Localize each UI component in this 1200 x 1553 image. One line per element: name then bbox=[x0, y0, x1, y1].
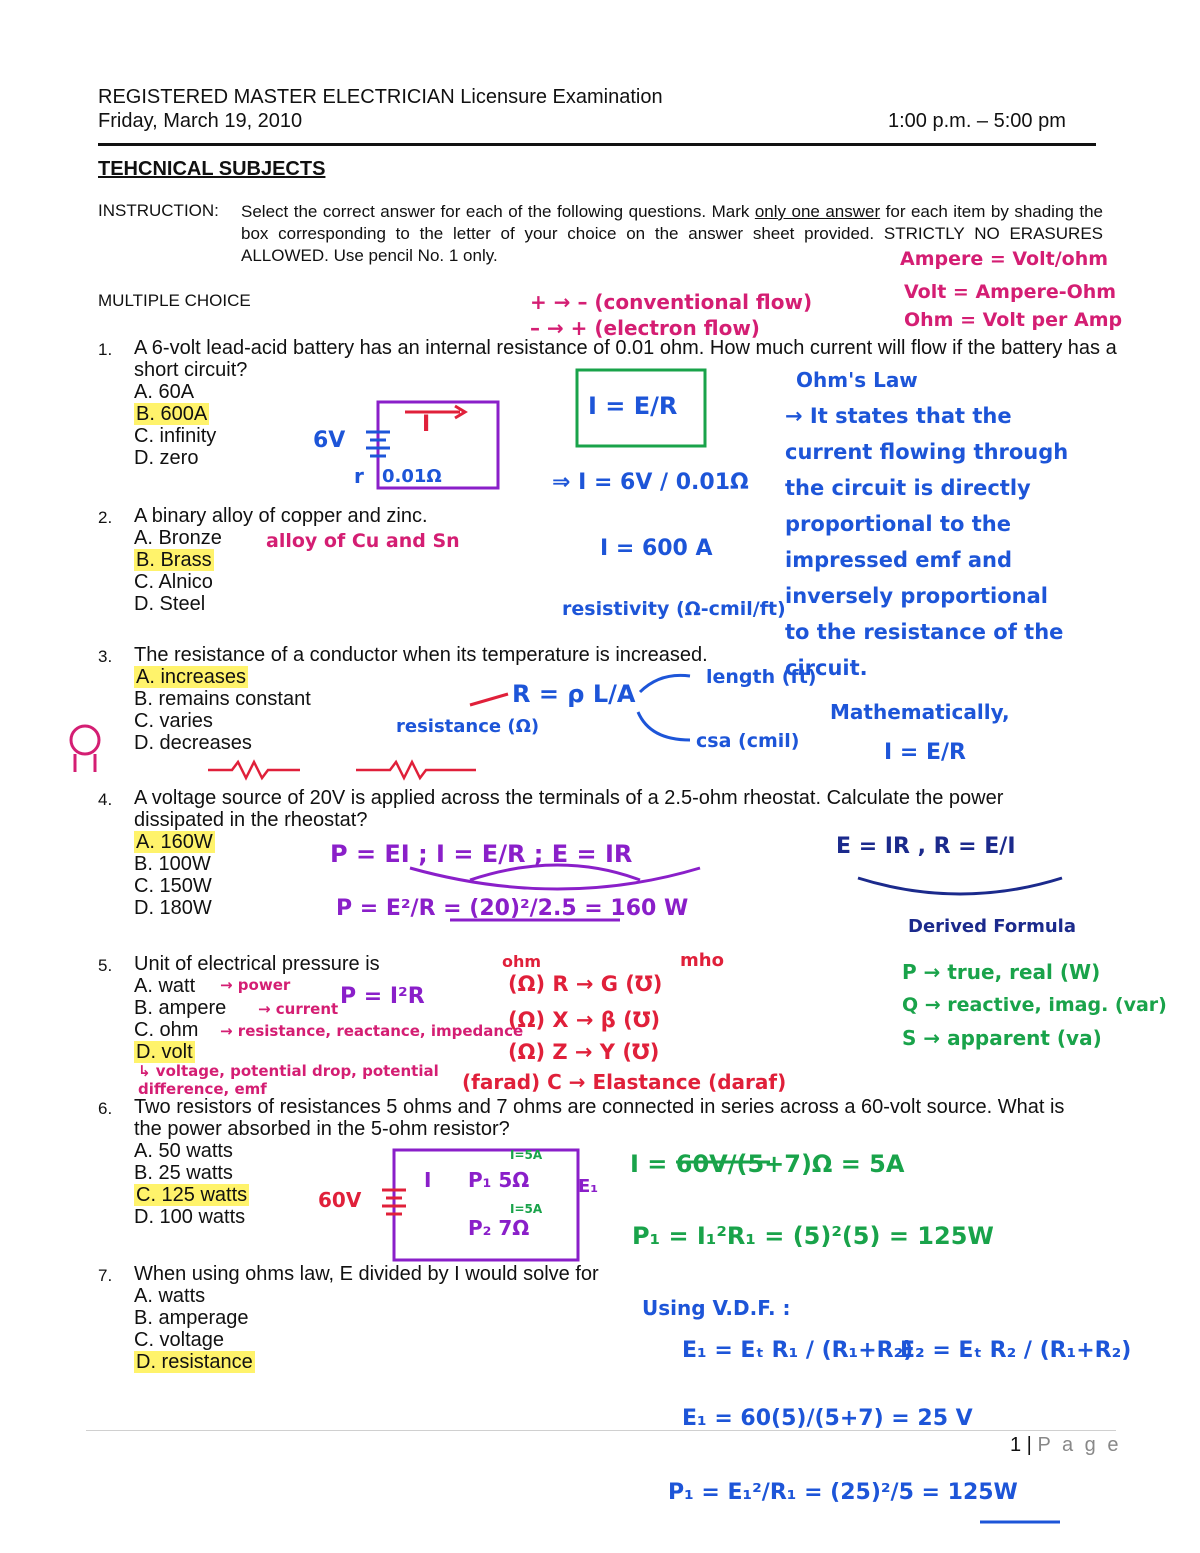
option-b-answer: B. Brass bbox=[136, 549, 212, 571]
option-c: C. 150W bbox=[134, 875, 212, 897]
instruction-underlined: only one answer bbox=[754, 202, 881, 221]
instruction-part2: for each item by shading the box corresponding to the letter of your choice on the answer sheet provided. STRICTLY NO ERASURES ALLOWED. Use pencil No. 1 only. bbox=[241, 202, 1103, 265]
mathematically-label: Mathematically, bbox=[830, 700, 1010, 724]
note-ampere: Ampere = Volt/ohm bbox=[900, 248, 1109, 270]
question-number: 1. bbox=[98, 340, 113, 359]
q5-note-resistance: → resistance, reactance, impedance bbox=[220, 1022, 524, 1040]
option-a: A. 50 watts bbox=[134, 1140, 233, 1162]
question-number: 7. bbox=[98, 1266, 113, 1285]
q7-vdf: Using V.D.F. : bbox=[642, 1296, 791, 1320]
q5-row-z: (Ω) Z → Y (Ʊ) bbox=[508, 1040, 660, 1064]
ohms-law-text bbox=[785, 398, 1068, 686]
q7-e2: E₂ = Eₜ R₂ / (R₁+R₂) bbox=[900, 1338, 1132, 1363]
question-stem: A 6-volt lead-acid battery has an internal resistance of 0.01 ohm. How much current will flow if the battery has a short circuit? bbox=[134, 337, 1117, 381]
q5-note-voltage: ↳ voltage, potential drop, potential difference, emf bbox=[138, 1062, 439, 1098]
q1-source-label: 6V bbox=[313, 428, 346, 453]
question-number: 2. bbox=[98, 508, 113, 527]
ohms-law-line: current flowing through bbox=[785, 440, 1069, 464]
question-number: 4. bbox=[98, 790, 113, 809]
option-a: A. Bronze bbox=[134, 527, 222, 549]
q6-e1: E₁ bbox=[578, 1176, 599, 1197]
option-d: D. 180W bbox=[134, 897, 212, 919]
ohms-law-line: impressed emf and bbox=[785, 548, 1013, 572]
q6-current-label: I bbox=[424, 1168, 432, 1192]
option-d-answer: D. resistance bbox=[136, 1351, 253, 1373]
q3-resistance: resistance (Ω) bbox=[396, 716, 540, 737]
ohm-formula: I = E/R bbox=[884, 740, 966, 765]
q5-pir: P = I²R bbox=[340, 984, 425, 1009]
q6-calculation-1: I = 60V/(5+7)Ω = 5A bbox=[630, 1150, 905, 1178]
subject-title: TEHCNICAL SUBJECTS bbox=[98, 158, 326, 180]
question-number: 6. bbox=[98, 1099, 113, 1118]
option-c: C. infinity bbox=[134, 425, 217, 447]
instruction-label: INSTRUCTION: bbox=[98, 201, 219, 220]
exam-title: REGISTERED MASTER ELECTRICIAN Licensure Examination bbox=[98, 86, 663, 108]
q6-i1: I=5A bbox=[510, 1148, 543, 1162]
q4-calculation: P = E²/R = (20)²/2.5 = 160 W bbox=[336, 896, 689, 921]
option-b: B. 100W bbox=[134, 853, 211, 875]
q5-row-r: (Ω) R → G (Ʊ) bbox=[508, 972, 663, 996]
q5-ohm: ohm bbox=[502, 952, 542, 971]
q3-length: length (ft) bbox=[706, 666, 817, 688]
option-d: D. 100 watts bbox=[134, 1206, 246, 1228]
option-b: B. 25 watts bbox=[134, 1162, 233, 1184]
ohms-law-line: the circuit is directly bbox=[785, 476, 1031, 500]
option-c: C. voltage bbox=[134, 1329, 225, 1351]
q1-current-label: I bbox=[422, 412, 431, 437]
ohms-law-line: inversely proportional bbox=[785, 584, 1048, 608]
q1-r-value: 0.01Ω bbox=[382, 466, 442, 487]
question-stem: The resistance of a conductor when its temperature is increased. bbox=[134, 644, 708, 666]
ohms-law-line: circuit. bbox=[785, 656, 868, 680]
q5-mho: mho bbox=[680, 950, 724, 971]
q6-i2: I=5A bbox=[510, 1202, 543, 1216]
power-apparent: S → apparent (va) bbox=[902, 1026, 1102, 1050]
derived-formulas: E = IR , R = E/I bbox=[836, 834, 1016, 859]
q3-csa: csa (cmil) bbox=[696, 730, 800, 752]
option-d: D. decreases bbox=[134, 732, 252, 754]
q4-formulas: P = EI ; I = E/R ; E = IR bbox=[330, 840, 633, 868]
q5-note-power: → power bbox=[220, 976, 291, 994]
option-d: D. zero bbox=[134, 447, 199, 469]
power-true: P → true, real (W) bbox=[902, 960, 1101, 984]
option-c: C. ohm bbox=[134, 1019, 199, 1041]
note-conventional-flow: + → – (conventional flow) bbox=[530, 290, 813, 314]
option-d: D. Steel bbox=[134, 593, 206, 615]
question-stem: When using ohms law, E divided by I would solve for bbox=[134, 1263, 599, 1285]
ohms-law-title: Ohm's Law bbox=[796, 368, 918, 392]
question-number: 5. bbox=[98, 956, 113, 975]
q7-e1-calc: E₁ = 60(5)/(5+7) = 25 V bbox=[682, 1406, 973, 1431]
exam-date: Friday, March 19, 2010 bbox=[98, 110, 303, 132]
note-volt: Volt = Ampere-Ohm bbox=[904, 281, 1117, 303]
question-stem: A voltage source of 20V is applied across the terminals of a 2.5-ohm rheostat. Calculate the power dissipated in the rheostat? bbox=[134, 787, 1004, 831]
q6-r2: P₂ 7Ω bbox=[468, 1216, 530, 1240]
option-c: C. Alnico bbox=[134, 571, 213, 593]
option-a: A. watts bbox=[134, 1285, 206, 1307]
ohms-law-line: to the resistance of the bbox=[785, 620, 1064, 644]
q5-note-current: → current bbox=[258, 1000, 339, 1018]
q6-calculation-2: P₁ = I₁²R₁ = (5)²(5) = 125W bbox=[632, 1222, 994, 1250]
question-stem: Unit of electrical pressure is bbox=[134, 953, 380, 975]
note-electron-flow: – → + (electron flow) bbox=[530, 316, 760, 340]
derived-label: Derived Formula bbox=[908, 916, 1076, 937]
option-b: B. ampere bbox=[134, 997, 227, 1019]
q1-r-label: r bbox=[354, 464, 364, 488]
option-a-answer: A. 160W bbox=[136, 831, 213, 853]
option-b-answer: B. 600A bbox=[136, 403, 208, 425]
q6-source-label: 60V bbox=[318, 1188, 362, 1212]
q6-circuit-diagram bbox=[382, 1150, 1060, 1522]
option-c: C. varies bbox=[134, 710, 213, 732]
q1-formula: I = E/R bbox=[588, 392, 678, 420]
option-a: A. watt bbox=[134, 975, 196, 997]
resistivity-note: resistivity (Ω-cmil/ft) bbox=[562, 598, 786, 620]
ohms-law-line: → It states that the bbox=[785, 404, 1012, 428]
option-c-answer: C. 125 watts bbox=[136, 1184, 248, 1206]
q5-row-x: (Ω) X → β (Ʊ) bbox=[508, 1008, 661, 1032]
q3-formula: R = ρ L/A bbox=[512, 680, 636, 708]
q6-r1: P₁ 5Ω bbox=[468, 1168, 530, 1192]
note-ohm: Ohm = Volt per Amp bbox=[904, 309, 1123, 331]
q1-result: I = 600 A bbox=[600, 536, 713, 561]
option-a: A. 60A bbox=[134, 381, 195, 403]
section-title: MULTIPLE CHOICE bbox=[98, 291, 251, 310]
exam-time: 1:00 p.m. – 5:00 pm bbox=[888, 110, 1066, 132]
page-word: P a g e bbox=[1037, 1434, 1122, 1456]
ohms-law-line: proportional to the bbox=[785, 512, 1011, 536]
q2-note: alloy of Cu and Sn bbox=[266, 530, 460, 552]
question-stem: Two resistors of resistances 5 ohms and 7 ohms are connected in series across a 60-volt source. What is the power absorbed in the 5-ohm resistor? bbox=[134, 1096, 1065, 1140]
q1-calculation: ⇒ I = 6V / 0.01Ω bbox=[552, 470, 749, 495]
q7-p1: P₁ = E₁²/R₁ = (25)²/5 = 125W bbox=[668, 1480, 1018, 1505]
question-stem: A binary alloy of copper and zinc. bbox=[134, 505, 428, 527]
option-a-answer: A. increases bbox=[136, 666, 247, 688]
page-num: 1 | bbox=[1010, 1434, 1038, 1456]
power-reactive: Q → reactive, imag. (var) bbox=[902, 994, 1167, 1016]
option-b: B. remains constant bbox=[134, 688, 311, 710]
question-number: 3. bbox=[98, 647, 113, 666]
option-d-answer: D. volt bbox=[136, 1041, 193, 1063]
instruction-part1: Select the correct answer for each of the following questions. Mark bbox=[241, 202, 755, 221]
q7-e1: E₁ = Eₜ R₁ / (R₁+R₂) bbox=[682, 1338, 914, 1363]
q5-row-c: (farad) C → Elastance (daraf) bbox=[462, 1070, 787, 1094]
option-b: B. amperage bbox=[134, 1307, 249, 1329]
